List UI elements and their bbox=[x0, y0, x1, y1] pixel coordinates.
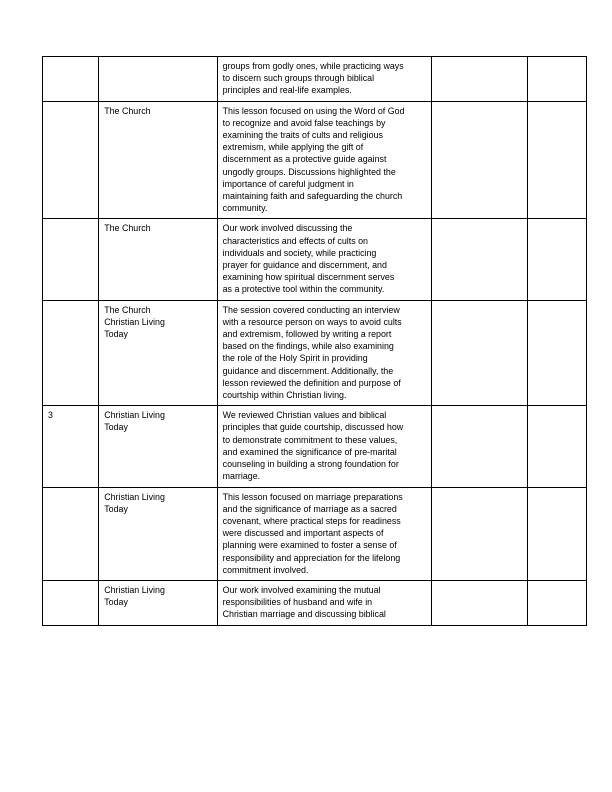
topic-cell bbox=[99, 300, 217, 406]
topic-line: The Church bbox=[104, 105, 151, 116]
topic-cell bbox=[99, 101, 217, 219]
description-cell bbox=[217, 101, 432, 219]
topic-line: Today bbox=[104, 422, 128, 433]
description-line: importance of careful judgment in bbox=[222, 178, 354, 189]
table-row bbox=[43, 406, 587, 487]
description-line: prayer for guidance and discernment, and bbox=[222, 260, 387, 271]
description-cell bbox=[217, 300, 432, 406]
empty-cell bbox=[432, 219, 527, 300]
description-line: and extremism, followed by writing a report bbox=[222, 329, 392, 340]
description-line: covenant, where practical steps for readiness bbox=[222, 515, 401, 526]
description-line: We reviewed Christian values and biblical bbox=[222, 410, 387, 421]
topic-line: Christian Living bbox=[104, 410, 165, 421]
description-cell bbox=[217, 406, 432, 487]
topic-cell bbox=[99, 406, 217, 487]
description-line: examining how spiritual discernment serves bbox=[222, 272, 395, 283]
description-line: based on the findings, while also examining bbox=[222, 341, 394, 352]
description-line: to discern such groups through biblical bbox=[222, 73, 375, 84]
table-row bbox=[43, 57, 587, 102]
description-line: commitment involved. bbox=[222, 564, 309, 575]
empty-cell bbox=[432, 101, 527, 219]
description-line: community. bbox=[222, 203, 268, 214]
description-line: principles that guide courtship, discussed how bbox=[222, 422, 404, 433]
empty-cell bbox=[432, 580, 527, 625]
description-line: and the significance of marriage as a sacred bbox=[222, 503, 397, 514]
empty-cell bbox=[432, 300, 527, 406]
description-line: to recognize and avoid false teachings by bbox=[222, 117, 386, 128]
description-line: characteristics and effects of cults on bbox=[222, 235, 368, 246]
description-line: ungodly groups. Discussions highlighted the bbox=[222, 166, 396, 177]
week-cell bbox=[43, 487, 99, 580]
table-row bbox=[43, 219, 587, 300]
week-cell bbox=[43, 580, 99, 625]
table-row bbox=[43, 487, 587, 580]
description-line: individuals and society, while practicing bbox=[222, 247, 377, 258]
topic-line: Today bbox=[104, 503, 128, 514]
description-line: responsibilities of husband and wife in bbox=[222, 597, 373, 608]
topic-line: Christian Living bbox=[104, 584, 165, 595]
topic-line: Today bbox=[104, 597, 128, 608]
description-line: examining the traits of cults and religious bbox=[222, 130, 383, 141]
empty-cell bbox=[527, 406, 586, 487]
description-line: counseling in building a strong foundation for bbox=[222, 459, 399, 470]
empty-cell bbox=[527, 101, 586, 219]
description-line: principles and real-life examples. bbox=[222, 85, 352, 96]
empty-cell bbox=[432, 57, 527, 102]
topic-cell bbox=[99, 219, 217, 300]
description-line: and examined the significance of pre-marital bbox=[222, 446, 397, 457]
topic-cell bbox=[99, 487, 217, 580]
empty-cell bbox=[527, 580, 586, 625]
description-line: guidance and discernment. Additionally, the bbox=[222, 365, 394, 376]
description-line: This lesson focused on marriage preparations bbox=[222, 491, 403, 502]
description-line: to demonstrate commitment to these values, bbox=[222, 434, 398, 445]
description-line: the role of the Holy Spirit in providing bbox=[222, 353, 368, 364]
description-cell bbox=[217, 487, 432, 580]
week-cell bbox=[43, 219, 99, 300]
description-line: maintaining faith and safeguarding the church bbox=[222, 191, 403, 202]
topic-line: Christian Living bbox=[104, 316, 165, 327]
description-line: extremism, while applying the gift of bbox=[222, 142, 364, 153]
topic-line: The Church bbox=[104, 223, 151, 234]
description-cell bbox=[217, 57, 432, 102]
description-line: planning were examined to foster a sense of bbox=[222, 540, 397, 551]
topic-line: Christian Living bbox=[104, 491, 165, 502]
description-line: lesson reviewed the definition and purpose of bbox=[222, 377, 401, 388]
description-line: marriage. bbox=[222, 471, 261, 482]
empty-cell bbox=[527, 57, 586, 102]
description-line: Our work involved discussing the bbox=[222, 223, 353, 234]
description-line: as a protective tool within the community. bbox=[222, 284, 385, 295]
empty-cell bbox=[527, 219, 586, 300]
description-line: groups from godly ones, while practicing ways bbox=[222, 61, 404, 71]
description-line: discernment as a protective guide against bbox=[222, 154, 387, 165]
description-line: Christian marriage and discussing biblical bbox=[222, 609, 386, 620]
topic-line: Today bbox=[104, 329, 128, 340]
table-row bbox=[43, 300, 587, 406]
week-cell bbox=[43, 57, 99, 102]
description-line: The session covered conducting an interview bbox=[222, 304, 400, 315]
week-cell bbox=[43, 101, 99, 219]
topic-cell bbox=[99, 57, 217, 102]
description-line: were discussed and important aspects of bbox=[222, 528, 384, 539]
topic-line: The Church bbox=[104, 304, 151, 315]
description-line: courtship within Christian living. bbox=[222, 390, 347, 401]
description-line: responsibility and appreciation for the lifelong bbox=[222, 552, 401, 563]
description-cell bbox=[217, 219, 432, 300]
week-cell bbox=[43, 300, 99, 406]
empty-cell bbox=[432, 487, 527, 580]
lesson-log-body bbox=[43, 57, 587, 626]
description-line: with a resource person on ways to avoid cults bbox=[222, 316, 402, 327]
empty-cell bbox=[527, 487, 586, 580]
lesson-log-table bbox=[42, 56, 587, 626]
description-cell bbox=[217, 580, 432, 625]
empty-cell bbox=[527, 300, 586, 406]
table-row bbox=[43, 580, 587, 625]
table-row bbox=[43, 101, 587, 219]
description-line: Our work involved examining the mutual bbox=[222, 584, 381, 595]
empty-cell bbox=[432, 406, 527, 487]
week-cell: 3 bbox=[43, 406, 99, 487]
topic-cell bbox=[99, 580, 217, 625]
description-line: This lesson focused on using the Word of God bbox=[222, 105, 405, 116]
